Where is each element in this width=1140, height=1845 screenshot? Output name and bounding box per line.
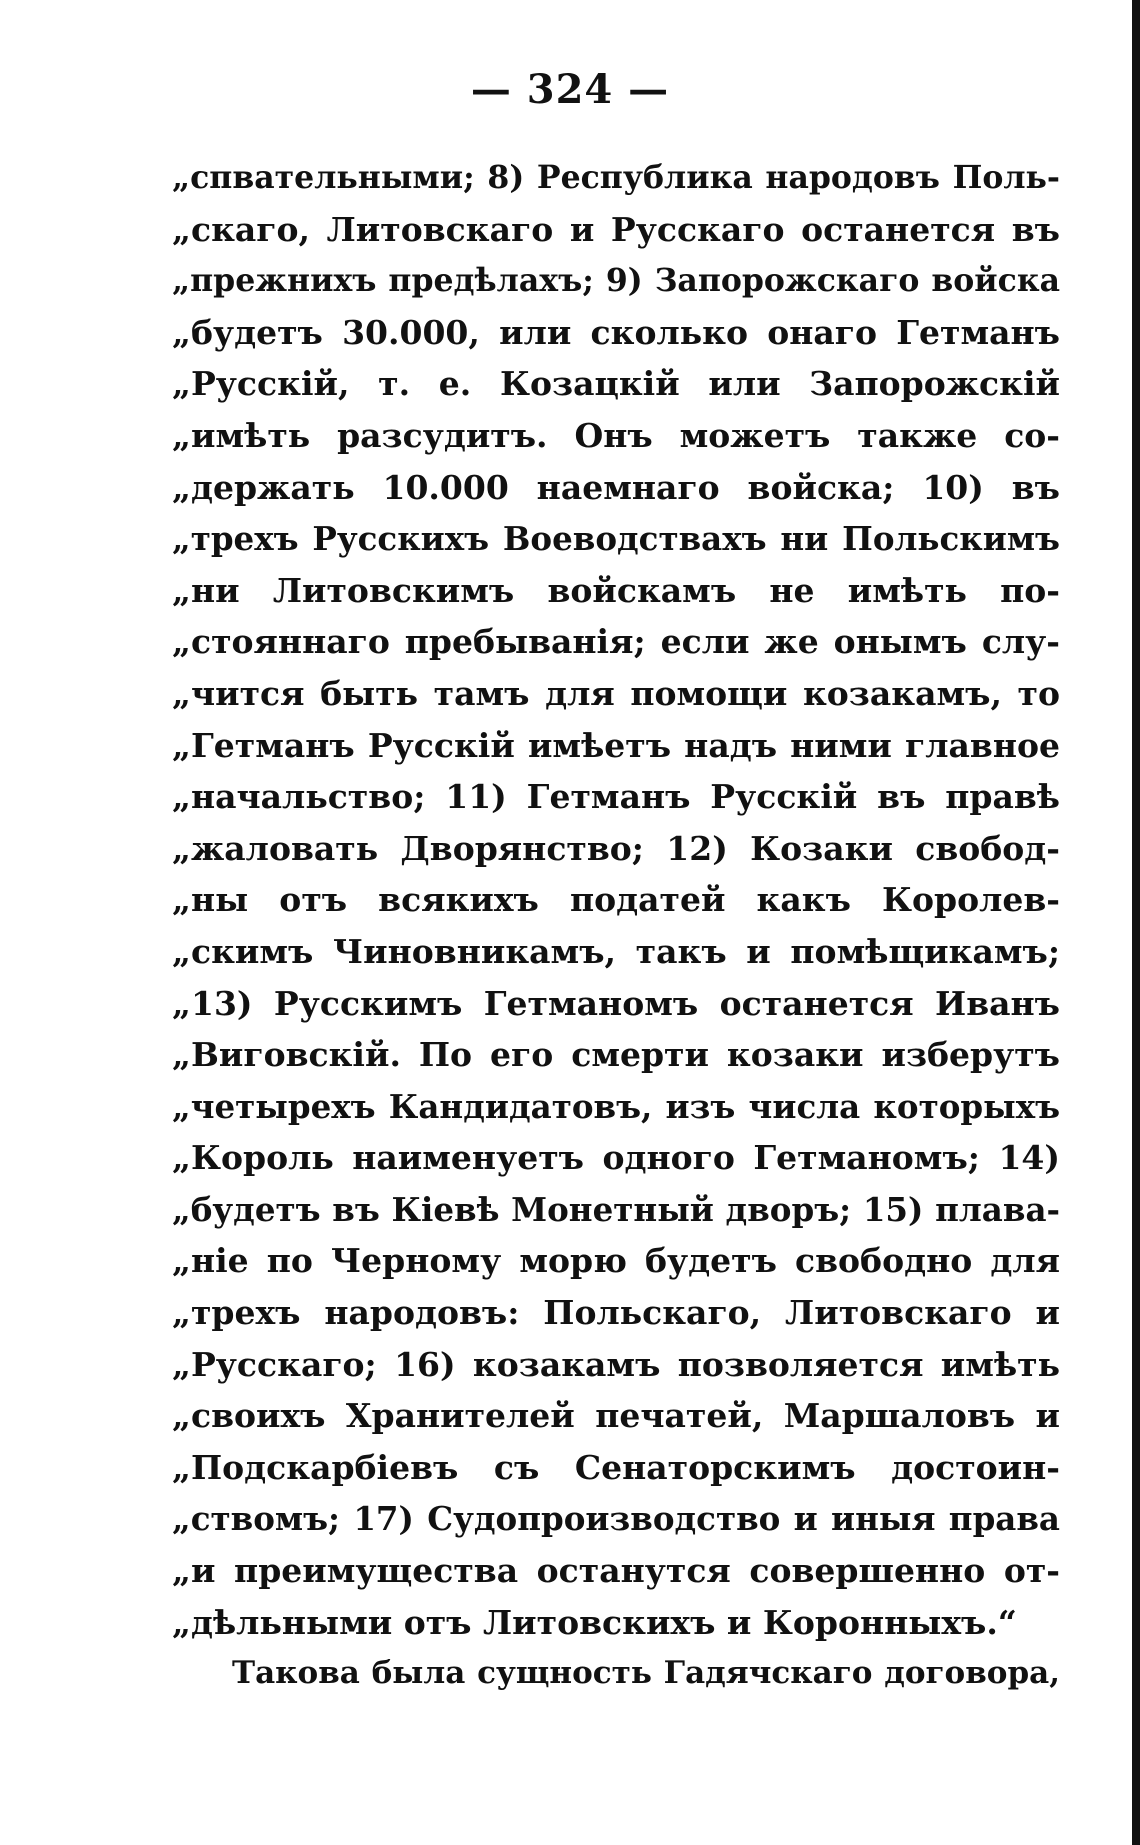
text-line: „Виговскій. По его смерти козаки изберутъ <box>172 1035 1060 1075</box>
text-line: „своихъ Хранителей печатей, Маршаловъ и <box>172 1396 1060 1436</box>
text-line: „ни Литовскимъ войскамъ не имѣть по- <box>172 570 1060 610</box>
text-line: „трехъ народовъ: Польскаго, Литовскаго и <box>172 1293 1060 1333</box>
text-line: „начальство; 11) Гетманъ Русскій въ правѣ <box>172 777 1060 817</box>
page-edge-shadow <box>1132 0 1140 1845</box>
text-line: „чится быть тамъ для помощи козакамъ, то <box>172 673 1060 713</box>
body-text <box>172 152 1060 1700</box>
text-line: „скимъ Чиновникамъ, такъ и помѣщикамъ; <box>172 931 1060 971</box>
text-line: „ніе по Черному морю будетъ свободно для <box>172 1241 1060 1281</box>
text-line: „будетъ 30.000, или сколько онаго Гетманъ <box>172 312 1060 352</box>
paragraph-start-line: Такова была сущность Гадячскаго договора, <box>232 1655 1060 1692</box>
text-line: „стояннаго пребыванія; если же онымъ слу- <box>172 622 1060 662</box>
text-line: „Русскаго; 16) козакамъ позволяется имѣть <box>172 1344 1060 1384</box>
text-line: „держать 10.000 наемнаго войска; 10) въ <box>172 467 1060 507</box>
text-line: „Русскій, т. е. Козацкій или Запорожскій <box>172 364 1060 404</box>
text-line: „ствомъ; 17) Судопроизводство и иныя права <box>172 1499 1060 1539</box>
text-line: „Гетманъ Русскій имѣетъ надъ ними главное <box>172 725 1060 765</box>
text-line: „жаловать Дворянство; 12) Козаки свобод- <box>172 828 1060 868</box>
text-line: „дѣльными отъ Литовскихъ и Коронныхъ.“ <box>172 1602 1017 1642</box>
text-line: „будетъ въ Кіевѣ Монетный дворъ; 15) плава- <box>172 1189 1060 1229</box>
text-line: „Подскарбіевъ съ Сенаторскимъ достоин- <box>172 1447 1060 1487</box>
text-line: „скаго, Литовскаго и Русскаго останется въ <box>172 209 1060 249</box>
text-line: „ны отъ всякихъ податей какъ Королев- <box>172 880 1060 920</box>
text-line: „трехъ Русскихъ Воеводствахъ ни Польскимъ <box>172 519 1060 559</box>
text-line: „имѣть разсудитъ. Онъ можетъ также со- <box>172 415 1060 455</box>
text-line: „13) Русскимъ Гетманомъ останется Иванъ <box>172 983 1060 1023</box>
page-number: — 324 — <box>470 66 670 113</box>
text-line: „прежнихъ предѣлахъ; 9) Запорожскаго войска <box>172 262 1060 300</box>
text-line: „Король наименуетъ одного Гетманомъ; 14) <box>172 1138 1060 1178</box>
text-line: „и преимущества останутся совершенно от- <box>172 1551 1060 1591</box>
text-line: „четырехъ Кандидатовъ, изъ числа которыхъ <box>172 1086 1060 1126</box>
text-line: „спвательными; 8) Республика народовъ Поль- <box>172 159 1060 196</box>
